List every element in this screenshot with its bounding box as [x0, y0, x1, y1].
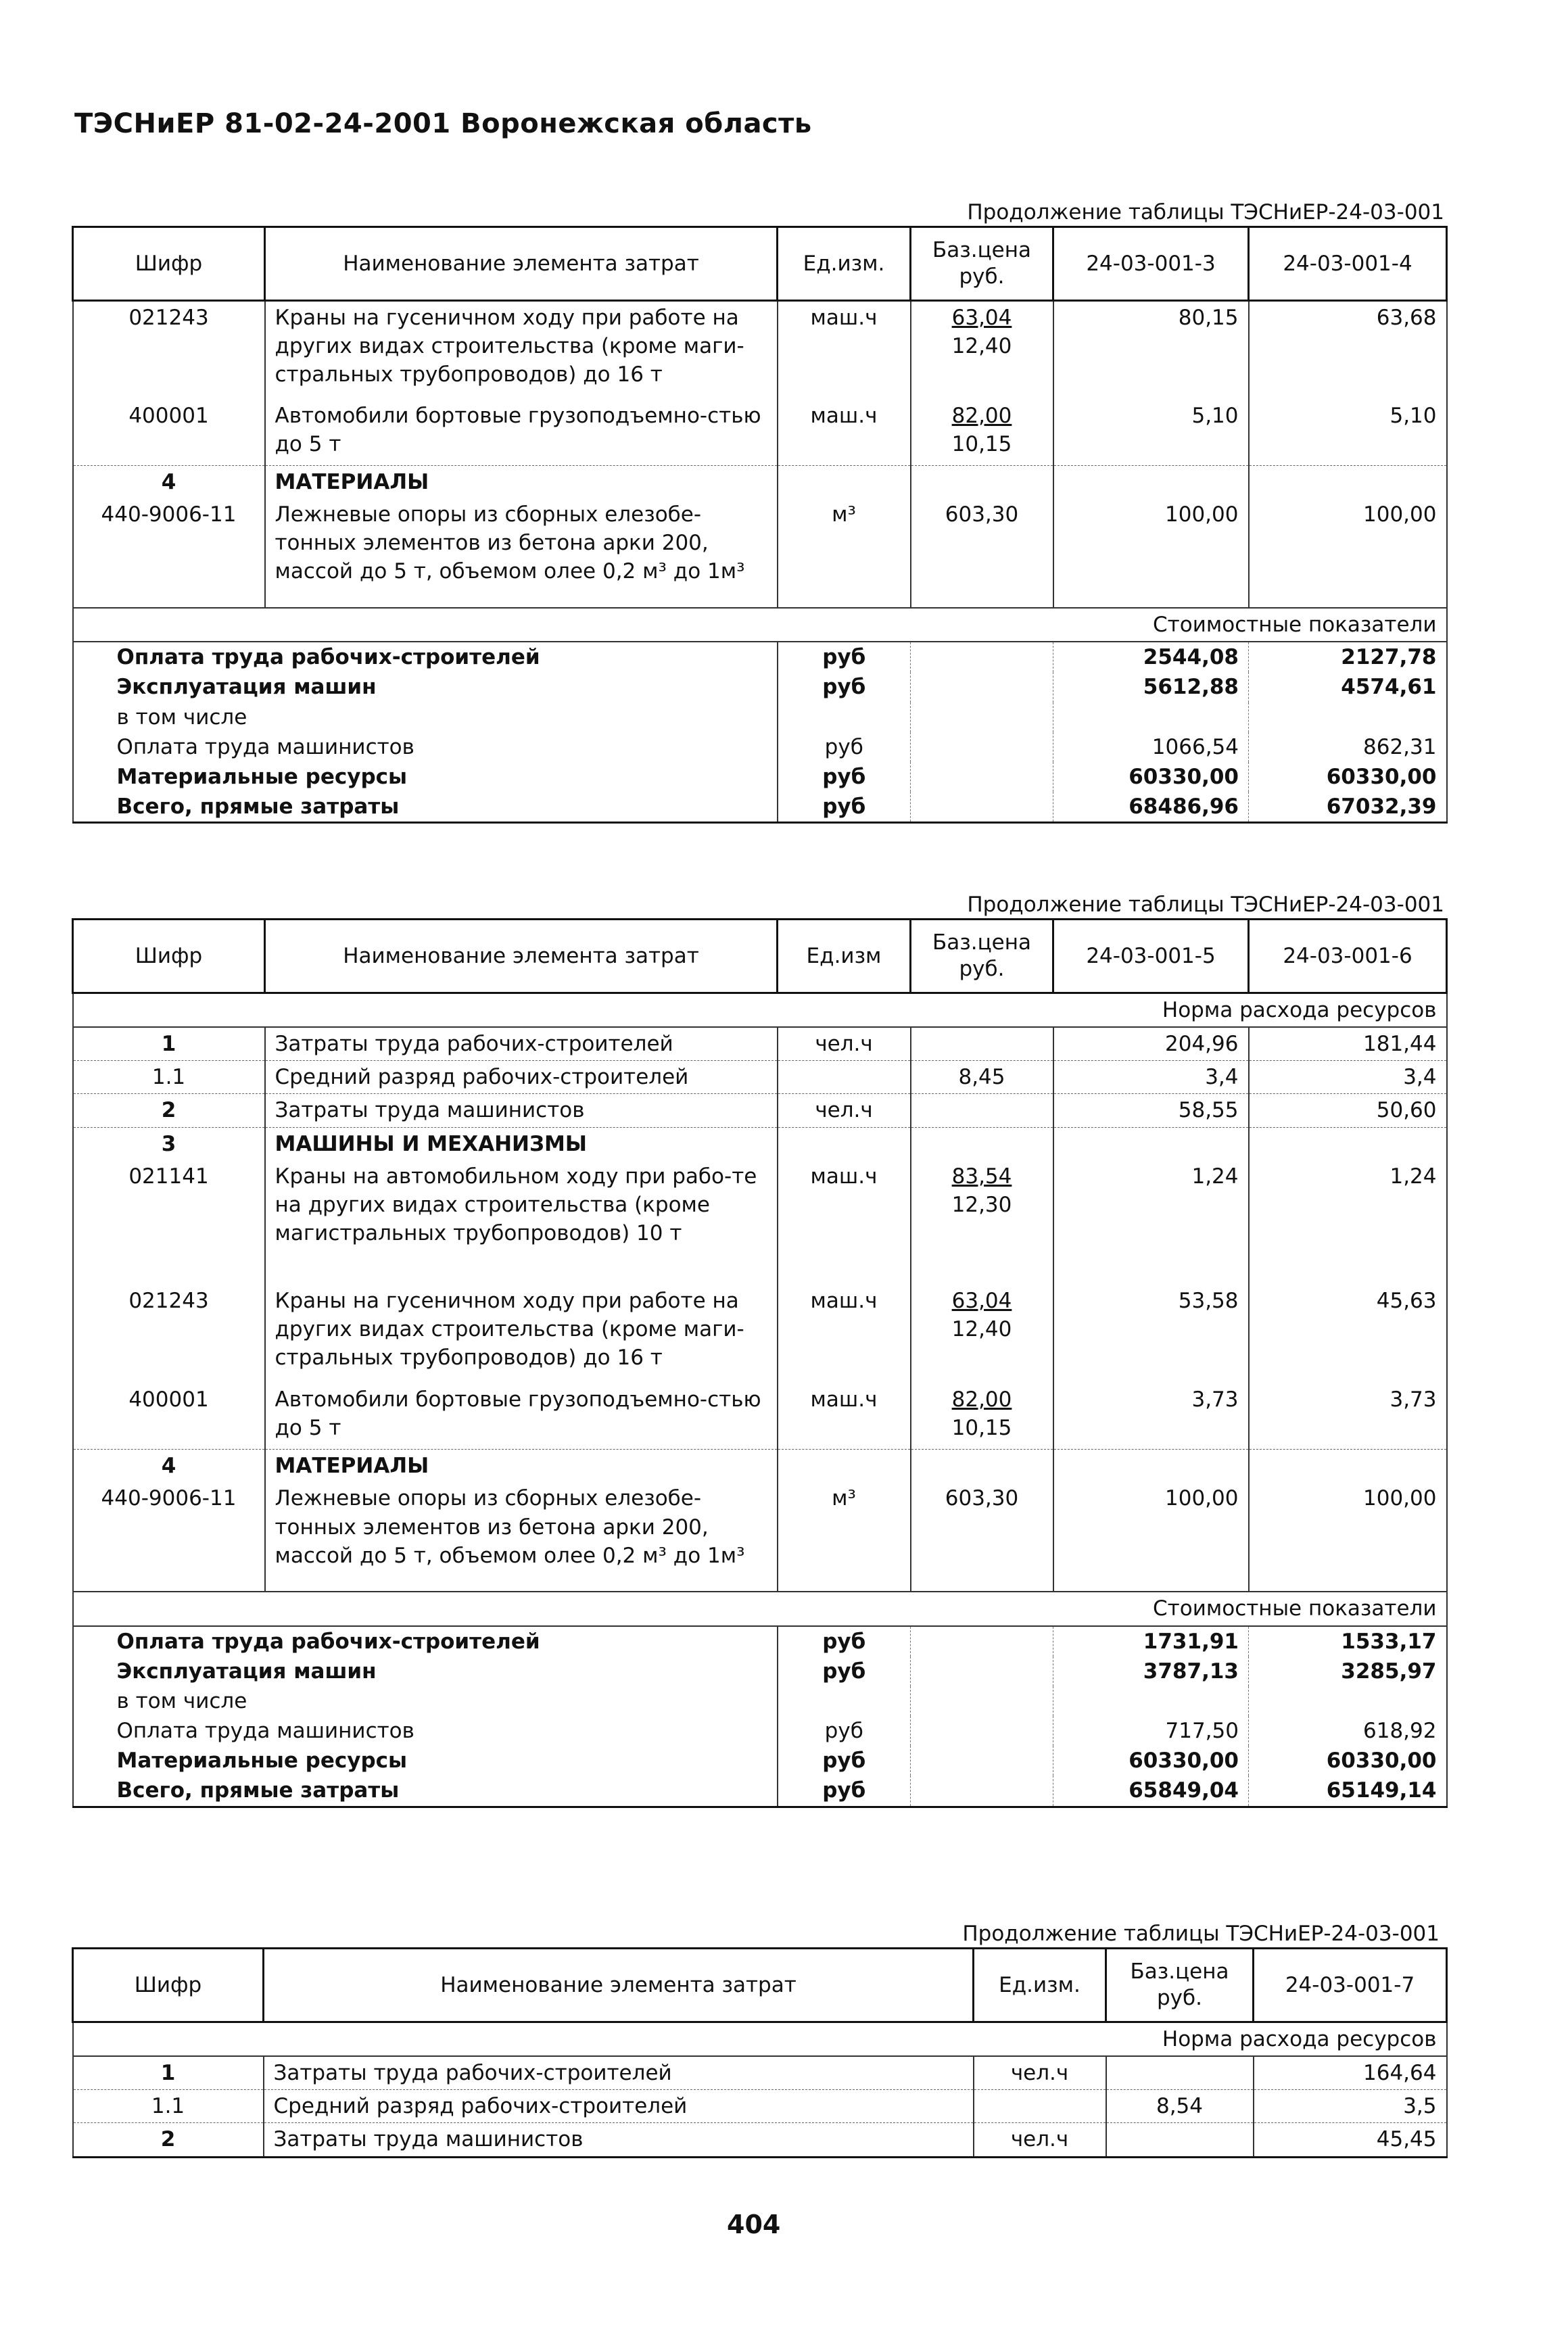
row-name: Затраты труда машинистов	[264, 2123, 974, 2157]
header-unit: Ед.изм	[778, 920, 911, 993]
summary-value-a: 3787,13	[1053, 1657, 1249, 1686]
summary-value-a: 1066,54	[1053, 732, 1249, 762]
summary-value-b: 60330,00	[1249, 1746, 1447, 1776]
summary-row	[73, 792, 1447, 823]
header-price-line2: руб.	[959, 957, 1005, 981]
row-value-a: 3,73	[1053, 1383, 1249, 1450]
row-name: Лежневые опоры из сборных елезобе-тонных элементов из бетона арки 200, массой до 5 т, объемом олее 0,2 м³ до 1м³	[265, 498, 778, 608]
section-code: 4	[73, 466, 265, 499]
cost-caption: Стоимостные показатели	[73, 1592, 1447, 1625]
resource-table-2	[72, 918, 1448, 1808]
price-top: 82,00	[951, 1387, 1012, 1412]
summary-unit: руб	[778, 642, 911, 672]
header-name: Наименование элемента затрат	[264, 1949, 974, 2022]
row-value-b: 1,24	[1249, 1160, 1447, 1285]
row-code: 1.1	[73, 2090, 264, 2123]
header-price-line1: Баз.цена	[932, 930, 1032, 955]
row-value-a: 100,00	[1053, 498, 1249, 608]
row-value-b: 3,4	[1249, 1061, 1447, 1094]
table-row	[73, 1094, 1447, 1127]
row-code: 1	[73, 2056, 264, 2090]
summary-value-a: 2544,08	[1053, 642, 1249, 672]
row-price	[911, 1383, 1053, 1450]
row-value-b: 63,68	[1249, 301, 1447, 400]
summary-value-a: 65849,04	[1053, 1776, 1249, 1807]
row-value-b: 3,73	[1249, 1383, 1447, 1450]
summary-value-b: 4574,61	[1249, 672, 1447, 702]
row-value-a: 5,10	[1053, 400, 1249, 466]
row-value-a: 58,55	[1053, 1094, 1249, 1127]
row-value-b: 5,10	[1249, 400, 1447, 466]
row-name: Краны на гусеничном ходу при работе на других видах строительства (кроме маги-стральных трубопроводов) до 16 т	[265, 301, 778, 400]
summary-value-a: 60330,00	[1053, 1746, 1249, 1776]
row-price	[911, 1160, 1053, 1285]
header-col-b: 24-03-001-4	[1249, 227, 1447, 301]
summary-row	[73, 732, 1447, 762]
summary-row	[73, 1657, 1447, 1686]
row-price: 603,30	[911, 1482, 1053, 1592]
document-title: ТЭСНиЕР 81-02-24-2001 Воронежская область	[74, 108, 812, 139]
row-unit: чел.ч	[974, 2056, 1106, 2090]
summary-unit: руб	[778, 1746, 911, 1776]
row-value-a: 45,45	[1254, 2123, 1447, 2157]
table-row	[73, 2123, 1447, 2157]
row-unit: маш.ч	[778, 1383, 911, 1450]
row-unit: м³	[778, 498, 911, 608]
row-unit: чел.ч	[778, 1094, 911, 1127]
price-bottom: 10,15	[951, 431, 1012, 456]
header-name: Наименование элемента затрат	[265, 227, 778, 301]
summary-row	[73, 1716, 1447, 1746]
row-name: Автомобили бортовые грузоподъемно-стью до 5 т	[265, 1383, 778, 1450]
row-value-b: 50,60	[1249, 1094, 1447, 1127]
header-code: Шифр	[73, 1949, 264, 2022]
resource-table-3	[72, 1947, 1448, 2158]
price-top: 82,00	[951, 403, 1012, 428]
summary-value-b: 67032,39	[1249, 792, 1447, 823]
row-name: Средний разряд рабочих-строителей	[265, 1061, 778, 1094]
summary-value-b: 862,31	[1249, 732, 1447, 762]
row-value-a: 3,4	[1053, 1061, 1249, 1094]
summary-value-b: 618,92	[1249, 1716, 1447, 1746]
summary-unit: руб	[778, 1716, 911, 1746]
row-value-b: 100,00	[1249, 1482, 1447, 1592]
row-code: 2	[73, 2123, 264, 2157]
section-row	[73, 466, 1447, 499]
row-name: Лежневые опоры из сборных елезобе-тонных элементов из бетона арки 200, массой до 5 т, объемом олее 0,2 м³ до 1м³	[265, 1482, 778, 1592]
row-name: Средний разряд рабочих-строителей	[264, 2090, 974, 2123]
row-name: Затраты труда рабочих-строителей	[265, 1027, 778, 1061]
row-code: 440-9006-11	[73, 1482, 265, 1592]
header-price	[911, 920, 1053, 993]
row-value-b: 181,44	[1249, 1027, 1447, 1061]
summary-row	[73, 1626, 1447, 1657]
summary-unit: руб	[778, 672, 911, 702]
summary-row	[73, 1686, 1447, 1716]
summary-value-a: 717,50	[1053, 1716, 1249, 1746]
summary-unit: руб	[778, 1776, 911, 1807]
table-continuation-label: Продолжение таблицы ТЭСНиЕР-24-03-001	[967, 200, 1444, 224]
row-code: 2	[73, 1094, 265, 1127]
summary-unit: руб	[778, 792, 911, 823]
summary-label: в том числе	[73, 1686, 778, 1716]
summary-value-a: 1731,91	[1053, 1626, 1249, 1657]
section-row	[73, 1450, 1447, 1483]
row-code: 021141	[73, 1160, 265, 1285]
row-value-a: 164,64	[1254, 2056, 1447, 2090]
row-unit: маш.ч	[778, 1285, 911, 1383]
summary-row	[73, 642, 1447, 672]
summary-label: Эксплуатация машин	[73, 672, 778, 702]
section-title: МАТЕРИАЛЫ	[265, 466, 778, 499]
header-col-a: 24-03-001-5	[1053, 920, 1249, 993]
table-row	[73, 1061, 1447, 1094]
summary-label: Оплата труда машинистов	[73, 732, 778, 762]
table-row	[73, 2056, 1447, 2090]
summary-label: Материальные ресурсы	[73, 762, 778, 792]
row-value-a: 100,00	[1053, 1482, 1249, 1592]
summary-row	[73, 672, 1447, 702]
cost-caption-row	[73, 1592, 1447, 1625]
section-title: МАШИНЫ И МЕХАНИЗМЫ	[265, 1127, 778, 1160]
summary-value-b: 65149,14	[1249, 1776, 1447, 1807]
row-value-a: 80,15	[1053, 301, 1249, 400]
row-name: Краны на автомобильном ходу при рабо-те на других видах строительства (кроме магистральных трубопроводов) 10 т	[265, 1160, 778, 1285]
summary-value-a: 60330,00	[1053, 762, 1249, 792]
row-price	[911, 301, 1053, 400]
summary-value-a: 68486,96	[1053, 792, 1249, 823]
summary-row	[73, 703, 1447, 732]
header-price-line2: руб.	[1157, 1986, 1202, 2010]
header-unit: Ед.изм.	[778, 227, 911, 301]
row-name: Краны на гусеничном ходу при работе на других видах строительства (кроме маги-стральных трубопроводов) до 16 т	[265, 1285, 778, 1383]
summary-label: Материальные ресурсы	[73, 1746, 778, 1776]
section-title: МАТЕРИАЛЫ	[265, 1450, 778, 1483]
row-price: 603,30	[911, 498, 1053, 608]
row-name: Затраты труда рабочих-строителей	[264, 2056, 974, 2090]
table-row	[73, 1285, 1447, 1383]
row-unit: маш.ч	[778, 400, 911, 466]
price-top: 63,04	[951, 306, 1012, 330]
row-price	[911, 1285, 1053, 1383]
norm-caption: Норма расхода ресурсов	[73, 2022, 1447, 2057]
header-price-line2: руб.	[959, 264, 1005, 289]
header-price-line1: Баз.цена	[932, 238, 1032, 263]
summary-value-a: 5612,88	[1053, 672, 1249, 702]
table-row	[73, 1482, 1447, 1592]
row-price	[911, 400, 1053, 466]
price-top: 63,04	[951, 1288, 1012, 1313]
table-row	[73, 1160, 1447, 1285]
table-row	[73, 2090, 1447, 2123]
summary-row	[73, 1776, 1447, 1807]
row-name: Автомобили бортовые грузоподъемно-стью до 5 т	[265, 400, 778, 466]
row-value-b: 45,63	[1249, 1285, 1447, 1383]
table-continuation-label: Продолжение таблицы ТЭСНиЕР-24-03-001	[962, 1922, 1440, 1946]
price-bottom: 12,30	[951, 1192, 1012, 1217]
table-row	[73, 498, 1447, 608]
row-value-a: 3,5	[1254, 2090, 1447, 2123]
price-bottom: 10,15	[951, 1415, 1012, 1440]
row-unit: маш.ч	[778, 301, 911, 400]
header-price	[911, 227, 1053, 301]
row-unit: м³	[778, 1482, 911, 1592]
summary-label: Оплата труда машинистов	[73, 1716, 778, 1746]
row-value-a: 1,24	[1053, 1160, 1249, 1285]
header-col-b: 24-03-001-6	[1249, 920, 1447, 993]
norm-caption-row	[73, 2022, 1447, 2057]
row-code: 400001	[73, 400, 265, 466]
resource-table-1	[72, 226, 1448, 824]
header-col-a: 24-03-001-3	[1053, 227, 1249, 301]
header-price-line1: Баз.цена	[1130, 1959, 1229, 1984]
summary-unit: руб	[778, 1657, 911, 1686]
row-code: 1.1	[73, 1061, 265, 1094]
table-row	[73, 400, 1447, 466]
norm-caption: Норма расхода ресурсов	[73, 993, 1447, 1028]
row-code: 021243	[73, 301, 265, 400]
summary-row	[73, 1746, 1447, 1776]
table-continuation-label: Продолжение таблицы ТЭСНиЕР-24-03-001	[967, 893, 1444, 917]
cost-caption-row	[73, 608, 1447, 642]
summary-label: Эксплуатация машин	[73, 1657, 778, 1686]
row-price: 8,45	[911, 1061, 1053, 1094]
summary-label: Всего, прямые затраты	[73, 1776, 778, 1807]
row-value-b: 100,00	[1249, 498, 1447, 608]
section-code: 3	[73, 1127, 265, 1160]
summary-unit: руб	[778, 1626, 911, 1657]
summary-row	[73, 762, 1447, 792]
price-top: 83,54	[951, 1164, 1012, 1189]
price-bottom: 12,40	[951, 1316, 1012, 1341]
header-col-a: 24-03-001-7	[1254, 1949, 1447, 2022]
summary-label: Всего, прямые затраты	[73, 792, 778, 823]
header-unit: Ед.изм.	[974, 1949, 1106, 2022]
table-row	[73, 1383, 1447, 1450]
row-code: 400001	[73, 1383, 265, 1450]
summary-value-b: 60330,00	[1249, 762, 1447, 792]
header-code: Шифр	[73, 920, 265, 993]
summary-label: в том числе	[73, 703, 778, 732]
summary-value-b: 3285,97	[1249, 1657, 1447, 1686]
row-code: 021243	[73, 1285, 265, 1383]
page-number: 404	[727, 2210, 781, 2239]
row-code: 1	[73, 1027, 265, 1061]
summary-value-b: 2127,78	[1249, 642, 1447, 672]
row-value-a: 53,58	[1053, 1285, 1249, 1383]
row-unit: чел.ч	[778, 1027, 911, 1061]
table-row	[73, 1027, 1447, 1061]
section-row	[73, 1127, 1447, 1160]
table-row	[73, 301, 1447, 400]
price-bottom: 12,40	[951, 334, 1012, 359]
header-price	[1106, 1949, 1254, 2022]
summary-unit: руб	[778, 732, 911, 762]
summary-unit: руб	[778, 762, 911, 792]
row-code: 440-9006-11	[73, 498, 265, 608]
cost-caption: Стоимостные показатели	[73, 608, 1447, 642]
row-unit: чел.ч	[974, 2123, 1106, 2157]
header-code: Шифр	[73, 227, 265, 301]
header-name: Наименование элемента затрат	[265, 920, 778, 993]
norm-caption-row	[73, 993, 1447, 1028]
row-price: 8,54	[1106, 2090, 1254, 2123]
row-unit: маш.ч	[778, 1160, 911, 1285]
row-name: Затраты труда машинистов	[265, 1094, 778, 1127]
summary-label: Оплата труда рабочих-строителей	[73, 1626, 778, 1657]
summary-label: Оплата труда рабочих-строителей	[73, 642, 778, 672]
row-value-a: 204,96	[1053, 1027, 1249, 1061]
summary-value-b: 1533,17	[1249, 1626, 1447, 1657]
section-code: 4	[73, 1450, 265, 1483]
